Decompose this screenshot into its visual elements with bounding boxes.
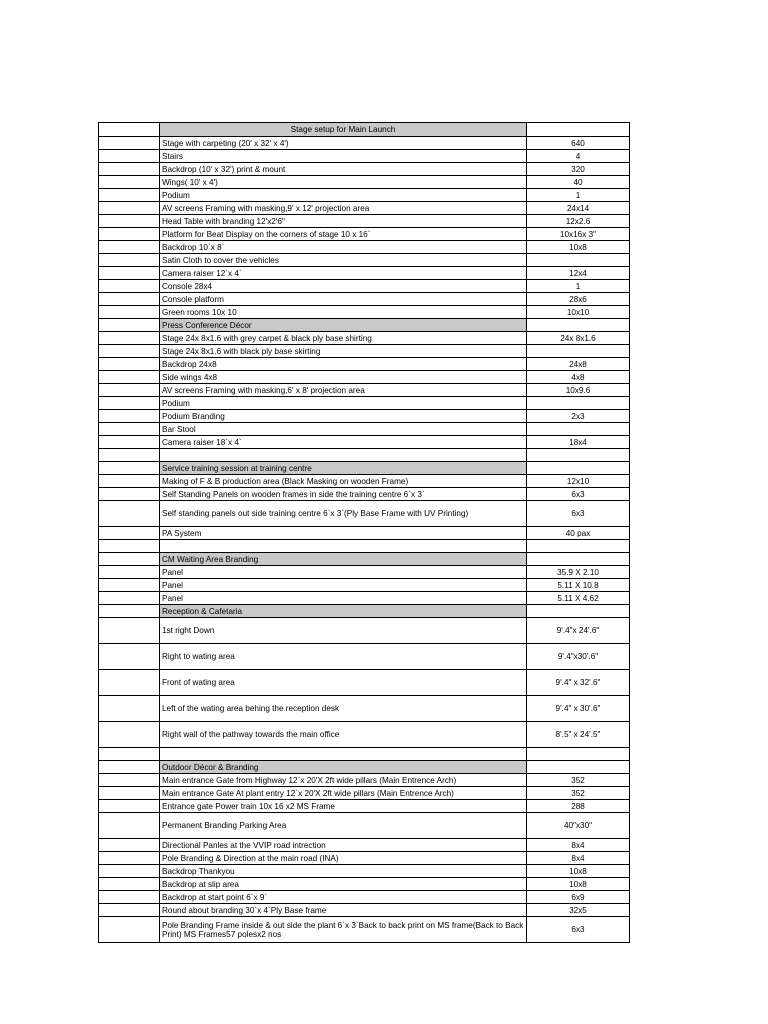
item-label: Wings( 10' x 4')	[160, 176, 527, 189]
blank-cell	[99, 397, 160, 410]
blank-cell	[99, 813, 160, 839]
item-value: 28x6	[527, 293, 630, 306]
item-label: Right wall of the pathway towards the main office	[160, 722, 527, 748]
table-row	[99, 501, 630, 527]
item-label: Backdrop (10' x 32') print & mount	[160, 163, 527, 176]
table-row	[99, 241, 630, 254]
item-label: Backdrop at start point 6`x 9`	[160, 891, 527, 904]
item-value: 40 pax	[527, 527, 630, 540]
table-row	[99, 371, 630, 384]
item-label: AV screens Framing with masking,9' x 12' projection area	[160, 202, 527, 215]
item-label: Backdrop Thankyou	[160, 865, 527, 878]
table-row	[99, 800, 630, 813]
table-row	[99, 475, 630, 488]
blank-cell	[99, 371, 160, 384]
blank-cell	[99, 774, 160, 787]
table-row	[99, 436, 630, 449]
item-label: Panel	[160, 566, 527, 579]
item-value	[527, 553, 630, 566]
item-value: 40"x30"	[527, 813, 630, 839]
section-header-row	[99, 319, 630, 332]
section-header-row	[99, 553, 630, 566]
table-row	[99, 774, 630, 787]
item-value: 12x4	[527, 267, 630, 280]
table-row	[99, 293, 630, 306]
item-label: Console 28x4	[160, 280, 527, 293]
item-label: Podium	[160, 397, 527, 410]
blank-cell	[99, 722, 160, 748]
item-label: Making of F & B production area (Black Masking on wooden Frame)	[160, 475, 527, 488]
blank-cell	[99, 215, 160, 228]
table-row	[99, 332, 630, 345]
item-label: Green rooms 10x 10	[160, 306, 527, 319]
item-value	[527, 462, 630, 475]
blank-cell	[99, 865, 160, 878]
item-value: 1	[527, 189, 630, 202]
table-row	[99, 670, 630, 696]
table-row	[99, 592, 630, 605]
table-row	[99, 163, 630, 176]
blank-cell	[99, 267, 160, 280]
cost-sheet	[98, 122, 629, 943]
item-value	[527, 605, 630, 618]
item-value: 24x14	[527, 202, 630, 215]
item-value	[527, 423, 630, 436]
item-value	[527, 319, 630, 332]
item-value: 6x3	[527, 917, 630, 943]
item-label: Left of the wating area behing the reception desk	[160, 696, 527, 722]
blank-cell	[99, 904, 160, 917]
blank-cell	[99, 553, 160, 566]
item-label	[160, 748, 527, 761]
item-label: Stage with carpeting (20' x 32' x 4')	[160, 137, 527, 150]
blank-cell	[99, 163, 160, 176]
table-row	[99, 176, 630, 189]
blank-cell	[99, 488, 160, 501]
item-value: 1	[527, 280, 630, 293]
item-label: Camera raiser 12`x 4`	[160, 267, 527, 280]
table-row	[99, 813, 630, 839]
blank-cell	[99, 176, 160, 189]
item-label: Podium Branding	[160, 410, 527, 423]
blank-cell	[99, 540, 160, 553]
item-label: Podium	[160, 189, 527, 202]
item-label: Self Standing Panels on wooden frames in side the training centre 6`x 3`	[160, 488, 527, 501]
section-title: Reception & Cafetaria	[160, 605, 527, 618]
item-value: 35.9 X 2.10	[527, 566, 630, 579]
table-row	[99, 904, 630, 917]
item-value: 4x8	[527, 371, 630, 384]
item-value: 40	[527, 176, 630, 189]
blank-cell	[99, 670, 160, 696]
item-label: Round about branding 30`x 4`Ply Base frame	[160, 904, 527, 917]
blank-cell	[99, 592, 160, 605]
item-value	[527, 345, 630, 358]
item-label: Console platform	[160, 293, 527, 306]
item-label: Bar Stool	[160, 423, 527, 436]
item-value: 24x 8x1.6	[527, 332, 630, 345]
section-title: CM Waiting Area Branding	[160, 553, 527, 566]
item-value: 10x8	[527, 878, 630, 891]
item-value: 320	[527, 163, 630, 176]
item-label	[160, 449, 527, 462]
table-row	[99, 267, 630, 280]
item-value: 9'.4"x 24'.6"	[527, 618, 630, 644]
table-row	[99, 189, 630, 202]
item-value: 8x4	[527, 852, 630, 865]
blank-cell	[99, 306, 160, 319]
item-value: 8x4	[527, 839, 630, 852]
item-label	[160, 540, 527, 553]
table-row	[99, 852, 630, 865]
item-label: Permanent Branding Parking Area	[160, 813, 527, 839]
item-value: 10x10	[527, 306, 630, 319]
item-label: Main entrance Gate At plant entry 12`x 20'X 2ft wide pillars (Main Entrence Arch)	[160, 787, 527, 800]
item-label: Stage 24x 8x1.6 with grey carpet & black ply base shirting	[160, 332, 527, 345]
blank-cell	[99, 917, 160, 943]
item-label: PA System	[160, 527, 527, 540]
blank-cell	[99, 410, 160, 423]
item-value: 10x8	[527, 241, 630, 254]
item-value: 24x8	[527, 358, 630, 371]
section-header-row	[99, 462, 630, 475]
item-label: Side wings 4x8	[160, 371, 527, 384]
section-header-row	[99, 605, 630, 618]
blank-cell	[99, 579, 160, 592]
item-value	[527, 761, 630, 774]
item-value: 9'.4" x 30'.6"	[527, 696, 630, 722]
table-row	[99, 722, 630, 748]
item-value: 2x3	[527, 410, 630, 423]
item-label: Stairs	[160, 150, 527, 163]
item-label: Panel	[160, 579, 527, 592]
table-row	[99, 891, 630, 904]
table-row	[99, 215, 630, 228]
blank-cell	[99, 423, 160, 436]
table-row	[99, 254, 630, 267]
item-value: 10x16x 3"	[527, 228, 630, 241]
item-label: Backdrop at slip area	[160, 878, 527, 891]
item-label: Camera raiser 18`x 4`	[160, 436, 527, 449]
blank-cell	[99, 123, 160, 137]
blank-cell	[99, 241, 160, 254]
spacer-row	[99, 748, 630, 761]
item-value: 640	[527, 137, 630, 150]
item-value: 6x3	[527, 501, 630, 527]
item-value: 9'.4" x 32'.6"	[527, 670, 630, 696]
table-row	[99, 696, 630, 722]
table-row	[99, 228, 630, 241]
table-row	[99, 345, 630, 358]
blank-cell	[99, 852, 160, 865]
blank-cell	[99, 436, 160, 449]
item-value	[527, 449, 630, 462]
table-row	[99, 878, 630, 891]
section-header-row	[99, 761, 630, 774]
table-row	[99, 787, 630, 800]
item-value: 10x9.6	[527, 384, 630, 397]
item-value: 352	[527, 787, 630, 800]
item-value: 9'.4"x30'.6"	[527, 644, 630, 670]
item-label: Satin Cloth to cover the vehicles	[160, 254, 527, 267]
item-value	[527, 748, 630, 761]
item-label: Backdrop 10`x 8`	[160, 241, 527, 254]
blank-cell	[99, 618, 160, 644]
table-row	[99, 579, 630, 592]
blank-cell	[527, 123, 630, 137]
blank-cell	[99, 787, 160, 800]
item-label: Right to wating area	[160, 644, 527, 670]
table-row	[99, 306, 630, 319]
table-row	[99, 150, 630, 163]
blank-cell	[99, 475, 160, 488]
blank-cell	[99, 644, 160, 670]
section-title: Press Conference Décor	[160, 319, 527, 332]
blank-cell	[99, 800, 160, 813]
item-label: 1st right Down	[160, 618, 527, 644]
item-label: Pole Branding Frame inside & out side the plant 6`x 3`Back to back print on MS frame(Back to Back Print) MS Frames57 polesx2 nos	[160, 917, 527, 943]
item-label: AV screens Framing with masking,6' x 8' projection area	[160, 384, 527, 397]
blank-cell	[99, 449, 160, 462]
table-row	[99, 488, 630, 501]
blank-cell	[99, 761, 160, 774]
blank-cell	[99, 228, 160, 241]
table-row	[99, 865, 630, 878]
table-row	[99, 397, 630, 410]
item-value: 6x3	[527, 488, 630, 501]
blank-cell	[99, 358, 160, 371]
item-value	[527, 540, 630, 553]
table-row	[99, 384, 630, 397]
item-value: 32x5	[527, 904, 630, 917]
item-label: Entrance gate Power train 10x 16 x2 MS Frame	[160, 800, 527, 813]
item-value: 352	[527, 774, 630, 787]
blank-cell	[99, 150, 160, 163]
item-value: 288	[527, 800, 630, 813]
spacer-row	[99, 540, 630, 553]
blank-cell	[99, 462, 160, 475]
table-title-row	[99, 123, 630, 137]
stage-setup-table	[98, 122, 630, 943]
blank-cell	[99, 189, 160, 202]
item-value: 4	[527, 150, 630, 163]
table-row	[99, 358, 630, 371]
table-row	[99, 917, 630, 943]
blank-cell	[99, 878, 160, 891]
item-label: Directional Panles at the VVIP road intrection	[160, 839, 527, 852]
item-value: 12x10	[527, 475, 630, 488]
table-row	[99, 280, 630, 293]
blank-cell	[99, 280, 160, 293]
table-row	[99, 137, 630, 150]
table-row	[99, 644, 630, 670]
table-row	[99, 618, 630, 644]
blank-cell	[99, 748, 160, 761]
table-row	[99, 202, 630, 215]
blank-cell	[99, 501, 160, 527]
section-title: Outdoor Décor & Branding	[160, 761, 527, 774]
item-value: 8'.5" x 24'.5"	[527, 722, 630, 748]
blank-cell	[99, 384, 160, 397]
item-value: 5.11 X 10.8	[527, 579, 630, 592]
blank-cell	[99, 696, 160, 722]
item-value: 12x2.6	[527, 215, 630, 228]
blank-cell	[99, 293, 160, 306]
blank-cell	[99, 527, 160, 540]
blank-cell	[99, 202, 160, 215]
table-row	[99, 566, 630, 579]
item-value: 18x4	[527, 436, 630, 449]
item-label: Panel	[160, 592, 527, 605]
blank-cell	[99, 345, 160, 358]
blank-cell	[99, 605, 160, 618]
item-label: Main entrance Gate from Highway 12`x 20'X 2ft wide pillars (Main Entrence Arch)	[160, 774, 527, 787]
blank-cell	[99, 137, 160, 150]
table-row	[99, 839, 630, 852]
item-label: Stage 24x 8x1.6 with black ply base skirting	[160, 345, 527, 358]
blank-cell	[99, 566, 160, 579]
item-label: Pole Branding & Direction at the main road (INA)	[160, 852, 527, 865]
item-label: Front of wating area	[160, 670, 527, 696]
item-label: Self standing panels out side training centre 6`x 3`(Ply Base Frame with UV Printing)	[160, 501, 527, 527]
blank-cell	[99, 332, 160, 345]
item-label: Platform for Beat Display on the corners of stage 10 x 16`	[160, 228, 527, 241]
item-label: Backdrop 24x8	[160, 358, 527, 371]
table-title: Stage setup for Main Launch	[160, 123, 527, 137]
spacer-row	[99, 449, 630, 462]
item-value: 10x8	[527, 865, 630, 878]
table-row	[99, 527, 630, 540]
blank-cell	[99, 839, 160, 852]
item-value: 5.11 X 4.62	[527, 592, 630, 605]
item-value	[527, 254, 630, 267]
item-label: Head Table with branding 12'x2'6"	[160, 215, 527, 228]
blank-cell	[99, 254, 160, 267]
table-row	[99, 410, 630, 423]
blank-cell	[99, 891, 160, 904]
section-title: Service training session at training centre	[160, 462, 527, 475]
blank-cell	[99, 319, 160, 332]
table-row	[99, 423, 630, 436]
item-value	[527, 397, 630, 410]
item-value: 6x9	[527, 891, 630, 904]
